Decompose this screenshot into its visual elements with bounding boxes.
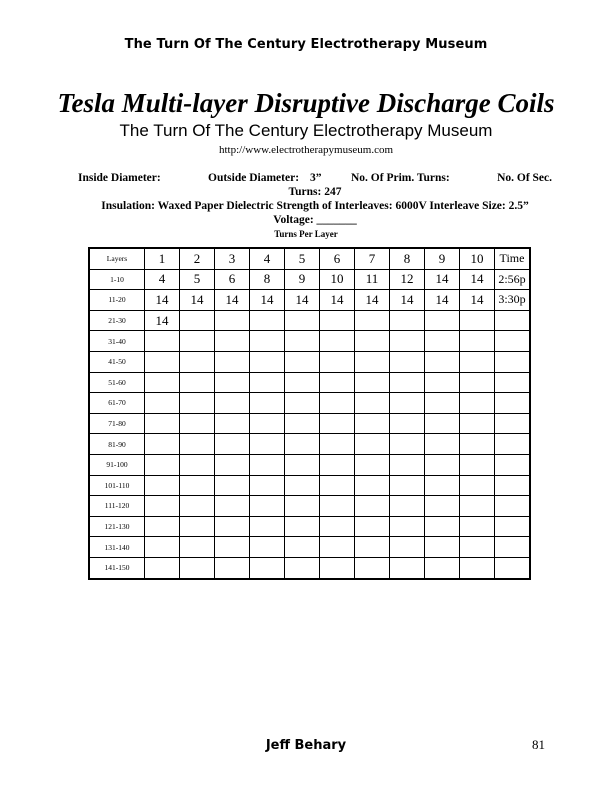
turns-cell: 5	[285, 248, 320, 269]
turns-cell	[180, 454, 215, 475]
turns-cell: 14	[320, 290, 355, 311]
turns-cell	[390, 496, 425, 517]
turns-cell	[355, 372, 390, 393]
row-label-cell: 131-140	[89, 537, 145, 558]
turns-cell	[180, 393, 215, 414]
turns-cell	[250, 372, 285, 393]
table-row	[89, 454, 530, 475]
turns-cell	[180, 413, 215, 434]
turns-cell	[320, 454, 355, 475]
turns-cell	[425, 475, 460, 496]
turns-cell	[285, 413, 320, 434]
table-row	[89, 434, 530, 455]
turns-cell	[460, 351, 495, 372]
time-cell	[495, 475, 531, 496]
turns-cell	[390, 557, 425, 578]
turns-cell	[145, 393, 180, 414]
turns-cell	[145, 434, 180, 455]
turns-cell	[390, 351, 425, 372]
turns-cell	[355, 434, 390, 455]
turns-cell	[355, 516, 390, 537]
turns-cell	[145, 537, 180, 558]
table-row	[89, 393, 530, 414]
row-label-cell: 121-130	[89, 516, 145, 537]
turns-cell	[390, 475, 425, 496]
turns-cell: 4	[145, 269, 180, 290]
turns-cell	[250, 434, 285, 455]
turns-cell	[285, 393, 320, 414]
table-row	[89, 269, 530, 290]
insulation-line: Insulation: Waxed Paper Dielectric Strength of Interleaves: 6000V Interleave Size: 2.5”	[101, 200, 529, 212]
turns-cell	[320, 475, 355, 496]
turns-cell	[320, 413, 355, 434]
turns-cell	[355, 557, 390, 578]
turns-cell	[285, 475, 320, 496]
row-label-cell: 91-100	[89, 454, 145, 475]
turns-cell: 12	[390, 269, 425, 290]
coil-specs	[78, 172, 552, 228]
turns-cell: 14	[215, 290, 250, 311]
time-cell: 2:56p	[495, 269, 531, 290]
table-row	[89, 516, 530, 537]
turns-cell	[180, 496, 215, 517]
turns-cell: 1	[145, 248, 180, 269]
turns-cell	[250, 413, 285, 434]
turns-cell	[460, 310, 495, 331]
museum-url: http://www.electrotherapymuseum.com	[218, 144, 394, 156]
table-row	[89, 331, 530, 352]
turns-cell	[285, 537, 320, 558]
turns-cell	[390, 413, 425, 434]
turns-cell	[425, 454, 460, 475]
turns-cell: 14	[390, 290, 425, 311]
turns-cell	[250, 557, 285, 578]
time-cell	[495, 351, 531, 372]
turns-cell	[250, 516, 285, 537]
secondary-label: No. Of Sec.	[497, 172, 552, 184]
table-row	[89, 537, 530, 558]
turns-cell	[215, 496, 250, 517]
turns-cell	[390, 434, 425, 455]
turns-cell: 14	[460, 290, 495, 311]
row-label-cell: 101-110	[89, 475, 145, 496]
turns-cell	[355, 496, 390, 517]
subtitle: The Turn Of The Century Electrotherapy Museum	[119, 121, 493, 140]
turns-cell	[215, 393, 250, 414]
time-cell: Time	[495, 248, 531, 269]
turns-cell	[215, 310, 250, 331]
turns-cell	[320, 496, 355, 517]
turns-cell	[355, 454, 390, 475]
turns-cell	[145, 557, 180, 578]
running-header: The Turn Of The Century Electrotherapy Museum	[124, 37, 488, 52]
turns-cell	[460, 516, 495, 537]
time-cell: 3:30p	[495, 290, 531, 311]
turns-cell: 14	[460, 269, 495, 290]
turns-cell	[250, 454, 285, 475]
secondary-turns: Turns: 247	[288, 186, 342, 198]
turns-cell	[250, 351, 285, 372]
turns-cell	[215, 413, 250, 434]
turns-cell: 14	[145, 310, 180, 331]
time-cell	[495, 516, 531, 537]
table-header-row	[89, 248, 530, 269]
turns-cell	[425, 331, 460, 352]
author: Jeff Behary	[265, 738, 347, 753]
turns-cell	[320, 331, 355, 352]
turns-cell	[180, 537, 215, 558]
row-label-cell: 31-40	[89, 331, 145, 352]
turns-cell	[285, 351, 320, 372]
turns-cell: 8	[250, 269, 285, 290]
turns-cell	[460, 393, 495, 414]
turns-cell	[285, 557, 320, 578]
time-cell	[495, 434, 531, 455]
turns-cell	[215, 351, 250, 372]
turns-cell	[145, 413, 180, 434]
table-row	[89, 351, 530, 372]
turns-cell	[390, 537, 425, 558]
time-cell	[495, 310, 531, 331]
turns-cell	[215, 331, 250, 352]
turns-cell	[180, 331, 215, 352]
turns-cell	[145, 372, 180, 393]
turns-cell	[180, 351, 215, 372]
table-row	[89, 557, 530, 578]
table-row	[89, 290, 530, 311]
turns-cell	[390, 454, 425, 475]
turns-cell: 14	[180, 290, 215, 311]
turns-per-layer-table	[88, 247, 531, 580]
inside-diameter-label: Inside Diameter:	[78, 172, 161, 184]
turns-cell	[390, 516, 425, 537]
turns-cell	[355, 351, 390, 372]
row-label-cell: 71-80	[89, 413, 145, 434]
turns-cell	[215, 475, 250, 496]
turns-cell	[215, 557, 250, 578]
turns-cell	[460, 496, 495, 517]
turns-cell	[320, 516, 355, 537]
turns-cell	[145, 516, 180, 537]
turns-cell: 6	[320, 248, 355, 269]
voltage-line: Voltage: _______	[273, 214, 357, 226]
turns-cell	[355, 310, 390, 331]
turns-cell	[390, 331, 425, 352]
turns-cell	[460, 372, 495, 393]
turns-cell	[460, 557, 495, 578]
turns-cell: 7	[355, 248, 390, 269]
turns-cell	[145, 475, 180, 496]
turns-cell: 6	[215, 269, 250, 290]
turns-cell: 11	[355, 269, 390, 290]
turns-cell: 8	[390, 248, 425, 269]
turns-cell	[215, 434, 250, 455]
turns-cell	[460, 434, 495, 455]
turns-cell: 14	[425, 290, 460, 311]
turns-cell	[355, 393, 390, 414]
turns-cell	[285, 496, 320, 517]
turns-cell	[215, 516, 250, 537]
turns-cell	[425, 516, 460, 537]
turns-cell	[215, 537, 250, 558]
turns-cell	[320, 351, 355, 372]
turns-cell: 3	[215, 248, 250, 269]
turns-cell	[250, 537, 285, 558]
table-row	[89, 372, 530, 393]
turns-cell: 9	[285, 269, 320, 290]
table-caption: Turns Per Layer	[274, 229, 338, 239]
turns-cell: 14	[145, 290, 180, 311]
time-cell	[495, 393, 531, 414]
turns-cell	[425, 434, 460, 455]
turns-cell	[355, 413, 390, 434]
turns-cell	[320, 557, 355, 578]
turns-cell: 9	[425, 248, 460, 269]
turns-cell	[215, 454, 250, 475]
turns-cell	[320, 372, 355, 393]
turns-cell: 14	[250, 290, 285, 311]
turns-cell	[285, 454, 320, 475]
turns-cell	[180, 475, 215, 496]
turns-cell	[390, 372, 425, 393]
row-label-cell: 141-150	[89, 557, 145, 578]
turns-cell	[425, 413, 460, 434]
table-row	[89, 413, 530, 434]
turns-cell	[145, 351, 180, 372]
turns-cell	[250, 475, 285, 496]
row-label-cell: 111-120	[89, 496, 145, 517]
turns-cell	[425, 393, 460, 414]
turns-cell	[285, 331, 320, 352]
turns-cell: 14	[355, 290, 390, 311]
time-cell	[495, 537, 531, 558]
row-label-cell: Layers	[89, 248, 145, 269]
row-label-cell: 1-10	[89, 269, 145, 290]
turns-cell	[460, 331, 495, 352]
page-title: Tesla Multi-layer Disruptive Discharge Coils	[57, 88, 555, 118]
turns-cell	[425, 496, 460, 517]
time-cell	[495, 496, 531, 517]
time-cell	[495, 557, 531, 578]
table-row	[89, 475, 530, 496]
turns-cell	[285, 434, 320, 455]
turns-cell	[425, 310, 460, 331]
turns-cell	[180, 434, 215, 455]
time-cell	[495, 372, 531, 393]
row-label-cell: 51-60	[89, 372, 145, 393]
turns-cell	[460, 475, 495, 496]
turns-cell	[425, 537, 460, 558]
turns-cell	[460, 413, 495, 434]
turns-cell	[180, 372, 215, 393]
turns-cell: 2	[180, 248, 215, 269]
turns-cell	[285, 372, 320, 393]
turns-cell	[250, 496, 285, 517]
time-cell	[495, 454, 531, 475]
turns-cell	[320, 537, 355, 558]
turns-cell: 14	[425, 269, 460, 290]
row-label-cell: 41-50	[89, 351, 145, 372]
time-cell	[495, 331, 531, 352]
row-label-cell: 61-70	[89, 393, 145, 414]
turns-cell	[390, 393, 425, 414]
turns-cell	[250, 393, 285, 414]
table-row	[89, 310, 530, 331]
turns-cell: 10	[460, 248, 495, 269]
turns-cell	[145, 331, 180, 352]
turns-cell	[250, 310, 285, 331]
turns-cell	[215, 372, 250, 393]
turns-cell	[460, 454, 495, 475]
turns-cell	[145, 496, 180, 517]
row-label-cell: 11-20	[89, 290, 145, 311]
spec-row-diameters	[78, 172, 552, 186]
turns-cell: 4	[250, 248, 285, 269]
turns-cell	[355, 331, 390, 352]
turns-cell	[180, 557, 215, 578]
turns-cell	[180, 310, 215, 331]
row-label-cell: 21-30	[89, 310, 145, 331]
turns-cell	[285, 310, 320, 331]
turns-cell	[460, 537, 495, 558]
turns-cell	[145, 454, 180, 475]
row-label-cell: 81-90	[89, 434, 145, 455]
turns-cell	[180, 516, 215, 537]
turns-cell	[355, 537, 390, 558]
turns-cell	[320, 434, 355, 455]
time-cell	[495, 413, 531, 434]
turns-cell: 10	[320, 269, 355, 290]
turns-cell	[250, 331, 285, 352]
outside-diameter-label: Outside Diameter:	[208, 172, 300, 184]
turns-cell	[390, 310, 425, 331]
turns-cell	[425, 557, 460, 578]
turns-cell	[320, 393, 355, 414]
turns-cell: 5	[180, 269, 215, 290]
turns-cell	[425, 372, 460, 393]
page-number: 81	[532, 737, 545, 752]
outside-diameter-value: 3”	[310, 172, 322, 184]
turns-cell	[320, 310, 355, 331]
turns-cell	[285, 516, 320, 537]
turns-cell	[355, 475, 390, 496]
turns-cell	[425, 351, 460, 372]
table-row	[89, 496, 530, 517]
turns-cell: 14	[285, 290, 320, 311]
primary-turns-label: No. Of Prim. Turns:	[351, 172, 450, 184]
